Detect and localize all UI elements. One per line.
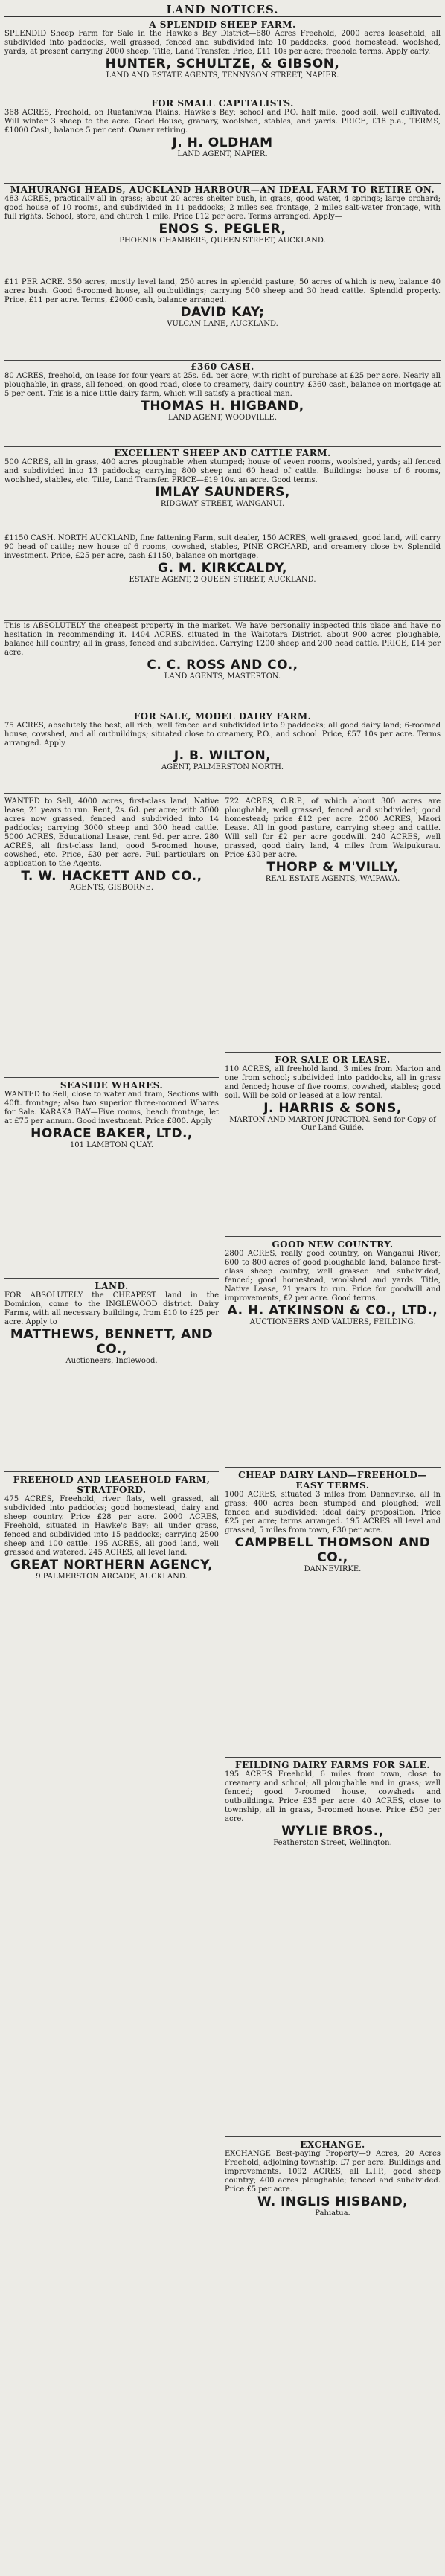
ad-vulcan-lane: [4, 278, 441, 356]
ad-body: 195 ACRES Freehold, 6 miles from town, close to creamery and school; all ploughable and in grass; well fenced; good 7-roomed house, cowsheds and outbuildings. Price £35 per acre. 40 ACRES, close to township, all in grass, 5-roomed house. Price £50 per acre.: [225, 1770, 441, 1823]
ad-wilton: [4, 711, 441, 788]
ad-woodville: [4, 362, 441, 442]
ad-agent-address: ESTATE AGENT, 2 QUEEN STREET, AUCKLAND.: [129, 576, 316, 584]
ad-agent-address: LAND AGENTS, MASTERTON.: [164, 672, 281, 681]
ad-dannevirke: [225, 1470, 441, 1753]
ad-heading: £360 CASH.: [191, 362, 254, 372]
ad-body: 75 ACRES, absolutely the best, all rich, well fenced and subdivided into 9 paddocks; all good dairy land; 6-roomed house, cowshed, and all outbuildings; situated close to creamery, P.O., and school. Price, £57 10s per acre. Terms arranged. Apply: [4, 722, 441, 748]
ad-wanganui: [4, 448, 441, 528]
divider: [225, 1467, 441, 1468]
ad-agent: C. C. ROSS AND CO.,: [147, 658, 298, 672]
ad-body: £11 PER ACRE. 350 acres, mostly level land, 250 acres in splendid pasture, 50 acres of which is new, balance 40 acres bush. Good 6-roomed house, all outbuildings; carrying 500 sheep and 30 head cattle. Splendid property. Price, £11 per acre. Terms, £2000 cash, balance arranged.: [4, 278, 441, 304]
divider: [225, 1052, 441, 1053]
ad-agent-address: Featherston Street, Wellington.: [273, 1839, 392, 1847]
ad-body: WANTED to Sell, 4000 acres, first-class land, Native lease, 21 years to run. Rent, 2s. 6d. per acre; with 3000 acres now grassed, fenced and subdivided into 14 paddocks; carrying 3000 sheep and 300 head cattle. 5000 ACRES, Educational Lease, rent 9d. per acre. 280 ACRES, all first-class land, good 5-roomed house, cowshed, etc. Price, £30 per acre. Full particulars on application to the Agents.: [4, 797, 219, 868]
ad-harris: [225, 1055, 441, 1232]
ad-heading: LAND.: [95, 1281, 129, 1291]
ad-agent: G. M. KIRKCALDY,: [158, 561, 287, 576]
ad-agent: HUNTER, SCHULTZE, & GIBSON,: [105, 57, 340, 71]
ad-agent: DAVID KAY;: [180, 305, 265, 320]
ad-atkinson: [225, 1239, 441, 1462]
ad-body: 475 ACRES, Freehold, river flats, well grassed, all subdivided into paddocks; good homestead, dairy and sheep country. Price £28 per acre. 2000 ACRES, Freehold, situated in Hawke's Bay; all under grass, fenced and subdivided into 15 paddocks; carrying 2500 sheep and 100 cattle. 195 ACRES, all good land, well grassed and watered. 245 ACRES, all level land.: [4, 1495, 219, 1557]
ad-heading: FOR SALE OR LEASE.: [275, 1055, 391, 1065]
ad-agent: GREAT NORTHERN AGENCY,: [10, 1558, 214, 1573]
ad-agent: HORACE BAKER, LTD.,: [31, 1126, 193, 1141]
divider: [225, 2136, 441, 2137]
ad-seaside: [4, 1080, 219, 1273]
ad-agent: J. HARRIS & SONS,: [263, 1101, 402, 1116]
ad-agent-address: RIDGWAY STREET, WANGANUI.: [160, 500, 285, 508]
ad-heading: A SPLENDID SHEEP FARM.: [149, 19, 296, 30]
ad-agent-address: 9 PALMERSTON ARCADE, AUCKLAND.: [36, 1573, 188, 1581]
ad-body: 368 ACRES, Freehold, on Ruataniwha Plains, Hawke's Bay; school and P.O. half mile, good soil, well cultivated. Will winter 3 sheep to the acre. Good House, granary, woolshed, stables, and yards. PRICE, £18 p.a., TERMS, £1000 Cash, balance 5 per cent. Owner retiring.: [4, 109, 441, 135]
ad-body: FOR ABSOLUTELY the CHEAPEST land in the Dominion, come to the INGLEWOOD district. Dairy Farms, with all necessary buildings, from £10 to £25 per acre. Apply to: [4, 1291, 219, 1326]
ad-heading: SEASIDE WHARES.: [60, 1080, 164, 1091]
ad-agent-address: MARTON AND MARTON JUNCTION. Send for Copy of Our Land Guide.: [229, 1116, 436, 1132]
ad-agent: THORP & M'VILLY,: [266, 860, 399, 875]
ad-agent: IMLAY SAUNDERS,: [155, 485, 290, 500]
ad-body: 2800 ACRES, really good country, on Wanganui River; 600 to 800 acres of good ploughable land, balance first-class sheep country, well grassed and subdivided, fenced; good homestead, woolshed and yards. Title, Native Lease, 21 years to run. Price for goodwill and improvements, £2 per acre. Good terms.: [225, 1250, 441, 1303]
ad-agent-address: LAND AGENT, NAPIER.: [177, 150, 268, 158]
ad-agent-address: LAND AGENT, WOODVILLE.: [167, 414, 278, 422]
ad-agent: CAMPBELL THOMSON AND CO.,: [234, 1535, 431, 1565]
divider: [4, 1077, 219, 1078]
ad-small-capitalists: [4, 98, 441, 179]
ad-body: This is ABSOLUTELY the cheapest property in the market. We have personally inspected this place and have no hesitation in recommending it. 1404 ACRES, situated in the Waitotara District, about 900 acres ploughable, balance hill country, all in grass, fenced and subdivided. Carrying 1200 sheep and 200 head cattle. PRICE, £14 per acre.: [4, 622, 441, 657]
ad-mahurangi: [4, 184, 441, 272]
ad-agent-address: AGENTS, GISBORNE.: [69, 884, 154, 892]
ad-agent-address: DANNEVIRKE.: [304, 1565, 362, 1573]
ad-agent-address: LAND AND ESTATE AGENTS, TENNYSON STREET, NAPIER.: [106, 71, 339, 80]
ad-ross: [4, 622, 441, 705]
ad-agent-address: Auctioneers, Inglewood.: [65, 1357, 158, 1365]
ad-agent-address: PHOENIX CHAMBERS, QUEEN STREET, AUCKLAND.: [119, 237, 326, 245]
ad-body: £1150 CASH. NORTH AUCKLAND, fine fattening Farm, suit dealer, 150 ACRES, well grassed, good land, will carry 90 head of cattle; new house of 6 rooms, cowshed, stables, PINE ORCHARD, and creamery close by. Splendid investment. Price, £25 per acre, cash £1150, balance on mortgage.: [4, 534, 441, 560]
ad-body: 500 ACRES, all in grass, 400 acres ploughable when stumped; house of seven rooms, woolshed, yards; all fenced and subdivided into 13 paddocks; carrying 800 sheep and 60 head of cattle. Buildings: house of 6 rooms, woolshed, stables, etc. Title, Land Transfer. PRICE—£19 10s. an acre. Good terms.: [4, 458, 441, 484]
ad-agent-address: REAL ESTATE AGENTS, WAIPAWA.: [265, 875, 400, 883]
ad-agent: J. B. WILTON,: [173, 748, 272, 763]
page-title: LAND NOTICES.: [4, 3, 441, 17]
ad-body: 1000 ACRES, situated 3 miles from Dannevirke, all in grass; 400 acres been stumped and ploughed; well fenced and subdivided; ideal dairy proposition. Price £25 per acre; terms arranged. 195 ACRES all level and grassed, 5 miles from town, £30 per acre.: [225, 1491, 441, 1535]
divider: [4, 446, 441, 447]
divider: [4, 620, 441, 621]
ad-body: 483 ACRES, practically all in grass; about 20 acres shelter bush, in grass, good water, 4 springs; large orchard; good house of 10 rooms, and subdivided in 11 paddocks; 2 miles sea frontage, 2 miles salt-water frontage, with full rights. School, store, and church 1 mile. Price £12 per acre. Terms arranged. Apply—: [4, 195, 441, 221]
ad-agent-address: 101 LAMBTON QUAY.: [69, 1141, 154, 1149]
ad-body: 722 ACRES, O.R.P., of which about 300 acres are ploughable, well grassed, fenced and subdivided; good homestead; price £12 per acre. 2000 ACRES, Maori Lease. All in good pasture, carrying sheep and cattle. Will sell for £2 per acre goodwill. 240 ACRES, well grassed, good dairy land, 4 miles from Waipukurau. Price £30 per acre.: [225, 797, 441, 859]
divider: [4, 360, 441, 361]
ad-heading: GOOD NEW COUNTRY.: [272, 1239, 394, 1250]
ad-agent-address: AGENT, PALMERSTON NORTH.: [161, 763, 284, 771]
ad-agent-address: VULCAN LANE, AUCKLAND.: [167, 320, 278, 328]
ad-body: 110 ACRES, all freehold land, 3 miles from Marton and one from school; subdivided into paddocks, all in grass and fenced; house of five rooms, cowshed, stables; good soil. Will be sold or leased at a low rental.: [225, 1065, 441, 1100]
ad-agent-address: Pahiatua.: [315, 2209, 350, 2217]
ad-agent: ENOS S. PEGLER,: [159, 222, 286, 237]
ad-hisbandd: [225, 2139, 441, 2563]
ad-body: 80 ACRES, freehold, on lease for four years at 25s. 6d. per acre, with right of purchase at £25 per acre. Nearly all ploughable, in grass, all fenced, on good road, close to creamery, dairy country. £360 cash, balance on mortgage at 5 per cent. This is a nice little dairy farm, which will satisfy a practical man.: [4, 372, 441, 398]
ad-stratford: [4, 1474, 219, 2560]
ad-agent: MATTHEWS, BENNETT, AND CO.,: [10, 1327, 214, 1357]
divider: [4, 793, 441, 794]
ad-wylie: [225, 1760, 441, 2132]
ad-agent: J. H. OLDHAM: [172, 135, 273, 150]
ad-hackett: [4, 797, 219, 1073]
ad-agent: THOMAS H. HIGBAND,: [141, 399, 304, 414]
ad-heading: CHEAP DAIRY LAND—FREEHOLD—EASY TERMS.: [238, 1470, 427, 1491]
ad-sheep-farm: [4, 19, 441, 92]
ad-heading: FREEHOLD AND LEASEHOLD FARM, STRATFORD.: [13, 1474, 211, 1495]
divider: [225, 1236, 441, 1237]
ad-heading: EXCELLENT SHEEP AND CATTLE FARM.: [114, 448, 331, 458]
divider: [4, 1278, 219, 1279]
divider: [225, 1757, 441, 1758]
ad-kirkcaldy: [4, 534, 441, 616]
ad-heading: MAHURANGI HEADS, AUCKLAND HARBOUR—AN IDEAL FARM TO RETIRE ON.: [10, 184, 435, 195]
ad-body: EXCHANGE Best-paying Property—9 Acres, 20 Acres Freehold, adjoining township; £7 per acre. Buildings and improvements. 1092 ACRES, all L.I.P., good sheep country; 400 acres ploughable; fenced and subdivided. Price £5 per acre.: [225, 2150, 441, 2194]
ad-inglewood: [4, 1281, 219, 1467]
ad-thorp: [225, 797, 441, 1047]
ad-agent: A. H. ATKINSON & CO., LTD.,: [227, 1303, 438, 1318]
ad-agent: W. INGLIS HISBAND,: [257, 2194, 409, 2209]
ad-heading: FEILDING DAIRY FARMS FOR SALE.: [235, 1760, 430, 1770]
ad-agent-address: AUCTIONEERS AND VALUERS, FEILDING.: [249, 1318, 416, 1326]
ad-heading: EXCHANGE.: [300, 2139, 365, 2150]
divider: [4, 1471, 219, 1472]
ad-body: SPLENDID Sheep Farm for Sale in the Hawke's Bay District—680 Acres Freehold, 2000 acres leasehold, all subdivided into paddocks, well grassed, fenced and subdivided into 10 paddocks, good homestead, woolshed, yards, at present carrying 2000 sheep. Title, Land Transfer. Price, £11 10s per acre; freehold terms. Apply early.: [4, 30, 441, 56]
ad-heading: FOR SALE, MODEL DAIRY FARM.: [133, 711, 312, 722]
divider: [4, 183, 441, 184]
ad-agent: T. W. HACKETT AND CO.,: [21, 869, 202, 884]
ad-heading: FOR SMALL CAPITALISTS.: [151, 98, 294, 109]
ad-agent: WYLIE BROS.,: [281, 1824, 384, 1839]
ad-body: WANTED to Sell, close to water and tram, Sections with 40ft. frontage; also two superior three-roomed Whares for Sale. KARAKA BAY—Five rooms, beach frontage, let at £75 per annum. Good investment. Price £800. Apply: [4, 1091, 219, 1125]
